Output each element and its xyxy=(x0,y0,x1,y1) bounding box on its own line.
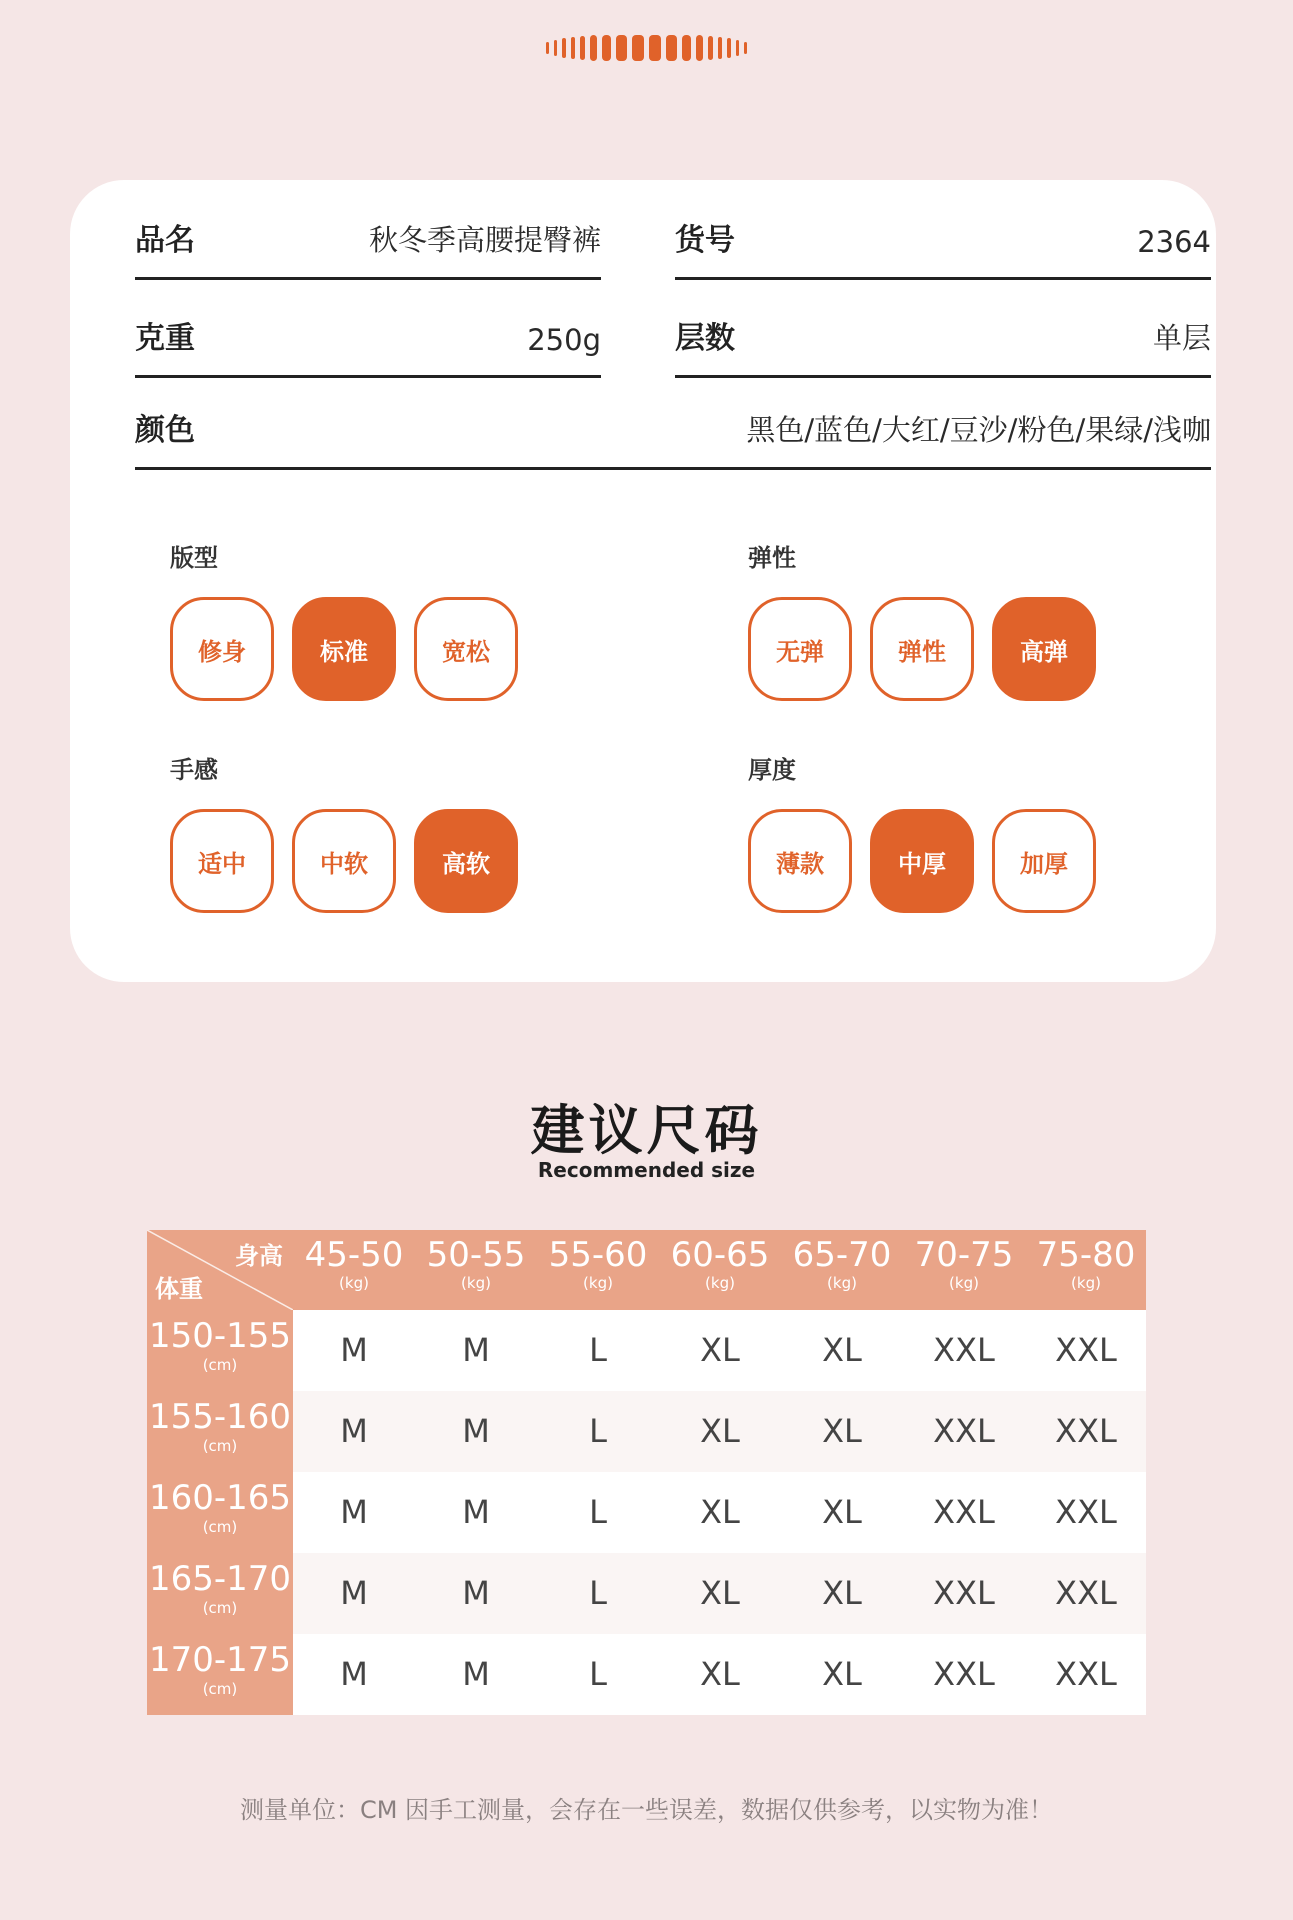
product-name-value: 秋冬季高腰提臀裤 xyxy=(368,223,601,257)
decorative-bar xyxy=(590,35,597,61)
row-header-range: 160-165 xyxy=(148,1478,292,1518)
decorative-bar xyxy=(616,35,627,61)
table-cell: L xyxy=(589,1331,607,1369)
column-header-range: 50-55 xyxy=(426,1235,526,1275)
table-cell: M xyxy=(340,1574,368,1612)
decorative-bar xyxy=(696,35,703,61)
table-cell: M xyxy=(340,1655,368,1693)
table-cell: M xyxy=(462,1331,490,1369)
decorative-bar xyxy=(580,36,585,60)
layers-row xyxy=(675,280,1211,378)
fit-options xyxy=(170,597,518,701)
thickness-title: 厚度 xyxy=(748,756,796,784)
decorative-bar xyxy=(546,42,549,54)
decorative-bar xyxy=(708,36,713,60)
decorative-bar xyxy=(602,35,611,61)
table-cell: XXL xyxy=(1055,1331,1117,1369)
option-pill: 加厚 xyxy=(992,809,1096,913)
table-cell: XXL xyxy=(933,1655,995,1693)
table-cell: XL xyxy=(822,1574,862,1612)
table-cell: XL xyxy=(822,1331,862,1369)
row-headers xyxy=(147,1310,293,1715)
option-pill: 宽松 xyxy=(414,597,518,701)
column-header-unit: (kg) xyxy=(705,1274,735,1292)
decorative-bar xyxy=(736,40,739,56)
row-header xyxy=(147,1634,293,1715)
column-header xyxy=(781,1230,903,1310)
fit-title: 版型 xyxy=(170,544,218,572)
table-cell: XL xyxy=(822,1412,862,1450)
option-pill: 标准 xyxy=(292,597,396,701)
measurement-note: 测量单位：CM 因手工测量，会存在一些误差，数据仅供参考，以实物为准！ xyxy=(239,1796,1054,1824)
column-header-range: 45-50 xyxy=(304,1235,404,1275)
column-header xyxy=(415,1230,537,1310)
decorative-bar xyxy=(649,35,661,61)
option-pill: 弹性 xyxy=(870,597,974,701)
layers-value: 单层 xyxy=(1152,321,1211,355)
table-row xyxy=(293,1634,1146,1715)
row-header xyxy=(147,1472,293,1553)
color-row xyxy=(135,378,1211,470)
option-pill: 薄款 xyxy=(748,809,852,913)
elasticity-title: 弹性 xyxy=(748,544,796,572)
decorative-bar xyxy=(727,38,731,58)
table-header xyxy=(147,1230,1146,1310)
row-header-unit: (cm) xyxy=(202,1356,238,1374)
decorative-bar xyxy=(718,37,722,59)
product-info-card xyxy=(70,180,1216,982)
weight-label: 克重 xyxy=(135,321,195,356)
table-cell: XL xyxy=(822,1655,862,1693)
table-cell: M xyxy=(462,1574,490,1612)
table-cell: L xyxy=(589,1574,607,1612)
table-cell: L xyxy=(589,1493,607,1531)
item-no-value: 2364 xyxy=(1137,225,1211,259)
size-section-title: 建议尺码 xyxy=(530,1099,763,1162)
size-section-subtitle: Recommended size xyxy=(537,1158,756,1182)
table-cell: M xyxy=(340,1493,368,1531)
column-header-unit: (kg) xyxy=(827,1274,857,1292)
column-header xyxy=(659,1230,781,1310)
table-cell: XXL xyxy=(1055,1655,1117,1693)
elasticity-options xyxy=(748,597,1096,701)
row-header xyxy=(147,1391,293,1472)
decorative-bar xyxy=(682,35,691,61)
row-header-range: 170-175 xyxy=(148,1640,292,1680)
table-cell: XXL xyxy=(933,1412,995,1450)
option-pill: 高软 xyxy=(414,809,518,913)
table-cell: XL xyxy=(700,1574,740,1612)
row-header-range: 150-155 xyxy=(148,1316,292,1356)
column-header-range: 55-60 xyxy=(548,1235,648,1275)
option-pill: 高弹 xyxy=(992,597,1096,701)
thickness-options xyxy=(748,809,1096,913)
table-cell: XL xyxy=(700,1331,740,1369)
decorative-bar xyxy=(632,35,644,61)
column-header xyxy=(537,1230,659,1310)
table-cell: M xyxy=(462,1493,490,1531)
option-pill: 中软 xyxy=(292,809,396,913)
row-header xyxy=(147,1310,293,1391)
table-cell: XXL xyxy=(1055,1493,1117,1531)
table-cell: XL xyxy=(700,1655,740,1693)
decorative-bar xyxy=(744,42,747,54)
column-header-range: 75-80 xyxy=(1036,1235,1136,1275)
elasticity-group xyxy=(748,538,1096,701)
option-pill: 无弹 xyxy=(748,597,852,701)
layers-label: 层数 xyxy=(675,321,735,356)
decorative-bar xyxy=(562,38,566,58)
table-row xyxy=(293,1472,1146,1553)
fit-group xyxy=(170,538,518,701)
column-header-unit: (kg) xyxy=(583,1274,613,1292)
option-pill: 适中 xyxy=(170,809,274,913)
hand-feel-options xyxy=(170,809,518,913)
table-cell: XXL xyxy=(1055,1412,1117,1450)
item-no-label: 货号 xyxy=(675,223,735,258)
table-corner xyxy=(147,1230,293,1310)
row-header-unit: (cm) xyxy=(202,1437,238,1455)
table-cell: XL xyxy=(822,1493,862,1531)
table-row xyxy=(293,1553,1146,1634)
row-header-unit: (cm) xyxy=(202,1680,238,1698)
corner-height-label: 身高 xyxy=(235,1242,283,1270)
table-cell: XXL xyxy=(933,1493,995,1531)
table-row xyxy=(293,1391,1146,1472)
color-label: 颜色 xyxy=(135,413,195,448)
row-header-unit: (cm) xyxy=(202,1518,238,1536)
corner-weight-label: 体重 xyxy=(155,1275,203,1303)
decorative-bars xyxy=(0,34,1293,62)
table-cell: XXL xyxy=(1055,1574,1117,1612)
table-cell: M xyxy=(462,1655,490,1693)
decorative-bar xyxy=(666,35,677,61)
color-value: 黑色/蓝色/大红/豆沙/粉色/果绿/浅咖 xyxy=(746,413,1211,447)
table-cell: L xyxy=(589,1412,607,1450)
hand-feel-group xyxy=(170,750,518,913)
weight-value: 250g xyxy=(527,323,601,357)
column-header-range: 65-70 xyxy=(792,1235,892,1275)
column-header-range: 60-65 xyxy=(670,1235,770,1275)
table-cell: M xyxy=(462,1412,490,1450)
column-header-range: 70-75 xyxy=(914,1235,1014,1275)
column-header-unit: (kg) xyxy=(949,1274,979,1292)
option-pill: 修身 xyxy=(170,597,274,701)
column-header-unit: (kg) xyxy=(461,1274,491,1292)
row-header xyxy=(147,1553,293,1634)
row-header-range: 155-160 xyxy=(148,1397,292,1437)
decorative-bar xyxy=(554,40,557,56)
option-pill: 中厚 xyxy=(870,809,974,913)
table-cell: XL xyxy=(700,1412,740,1450)
row-header-unit: (cm) xyxy=(202,1599,238,1617)
column-header-unit: (kg) xyxy=(1071,1274,1101,1292)
decorative-bar xyxy=(571,37,575,59)
size-table xyxy=(147,1230,1146,1715)
table-cell: M xyxy=(340,1331,368,1369)
table-row xyxy=(293,1310,1146,1391)
table-cell: XXL xyxy=(933,1331,995,1369)
column-header xyxy=(293,1230,415,1310)
column-header-unit: (kg) xyxy=(339,1274,369,1292)
hand-feel-title: 手感 xyxy=(170,756,218,784)
column-header xyxy=(903,1230,1025,1310)
weight-row xyxy=(135,280,601,378)
table-cell: M xyxy=(340,1412,368,1450)
table-cell: L xyxy=(589,1655,607,1693)
table-cell: XL xyxy=(700,1493,740,1531)
column-header xyxy=(1025,1230,1147,1310)
item-no-row xyxy=(675,180,1211,280)
thickness-group xyxy=(748,750,1096,913)
row-header-range: 165-170 xyxy=(148,1559,292,1599)
table-cell: XXL xyxy=(933,1574,995,1612)
product-name-label: 品名 xyxy=(135,223,195,258)
product-name-row xyxy=(135,180,601,280)
